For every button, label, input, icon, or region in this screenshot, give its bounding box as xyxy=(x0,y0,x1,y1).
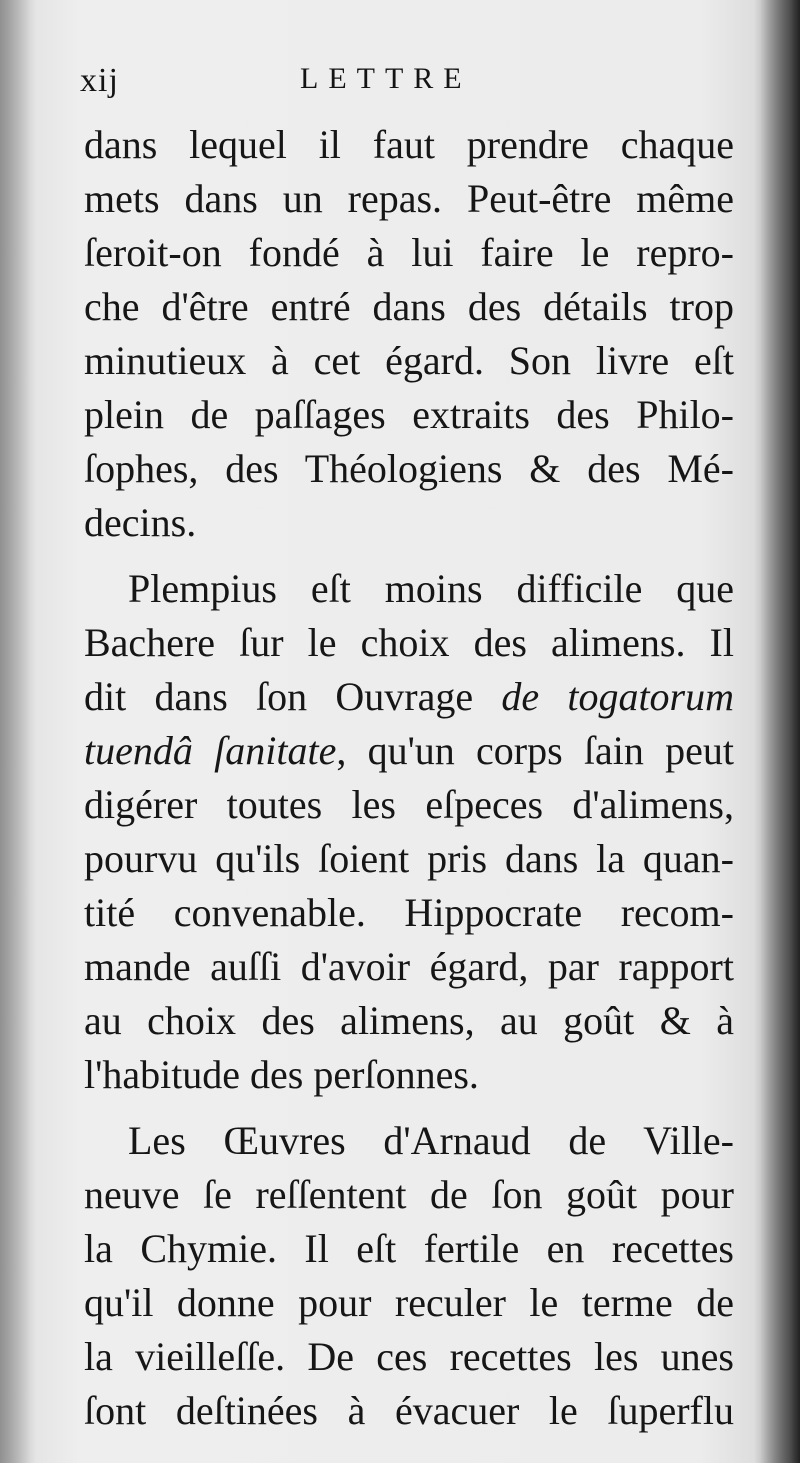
text-line: pourvu qu'ils ſoient pris dans la quan- xyxy=(84,836,734,881)
latin-title-part: tuendâ ſanitate xyxy=(84,728,337,773)
text-line: neuve ſe reſſentent de ſon goût pour xyxy=(84,1172,734,1217)
text-line: digérer toutes les eſpeces d'alimens, xyxy=(84,782,734,827)
text-segment: , qu'un corps ſain peut xyxy=(336,728,734,773)
body-text xyxy=(84,118,734,1438)
running-title: LETTRE xyxy=(300,62,472,95)
text-line: Bachere ſur le choix des alimens. Il xyxy=(84,620,734,665)
page-edge-shadow xyxy=(754,0,800,1463)
text-line: qu'il donne pour reculer le terme de xyxy=(84,1280,734,1325)
text-line: mets dans un repas. Peut-être même xyxy=(84,176,734,221)
text-line: Plempius eſt moins difficile que xyxy=(128,566,734,611)
text-line: dans lequel il faut prendre chaque xyxy=(84,122,734,167)
page-number: xij xyxy=(80,62,119,99)
text-line-with-title xyxy=(84,670,734,724)
running-head xyxy=(80,62,730,106)
text-line: l'habitude des perſonnes. xyxy=(84,1052,479,1097)
text-line: tité convenable. Hippocrate recom- xyxy=(84,890,734,935)
paragraph-gap xyxy=(84,550,734,562)
text-line: ſeroit-on fondé à lui faire le repro- xyxy=(84,230,734,275)
gutter-shadow xyxy=(0,0,36,1463)
text-line: au choix des alimens, au goût & à xyxy=(84,998,734,1043)
text-line: Les Œuvres d'Arnaud de Ville- xyxy=(128,1118,734,1163)
paragraph-gap xyxy=(84,1102,734,1114)
text-line: plein de paſſages extraits des Philo- xyxy=(84,392,734,437)
latin-title-part: de togatorum xyxy=(501,674,735,719)
text-line: mande auſſi d'avoir égard, par rapport xyxy=(84,944,734,989)
text-line-with-title xyxy=(84,724,734,778)
text-line: minutieux à cet égard. Son livre eſt xyxy=(84,338,734,383)
text-line: la Chymie. Il eſt fertile en recettes xyxy=(84,1226,734,1271)
text-line: che d'être entré dans des détails trop xyxy=(84,284,734,329)
text-line: ſont deſtinées à évacuer le ſuperflu xyxy=(84,1388,734,1433)
text-line: la vieilleſſe. De ces recettes les unes xyxy=(84,1334,734,1379)
text-line: ſophes, des Théologiens & des Mé- xyxy=(84,446,734,491)
text-segment: dit dans ſon Ouvrage xyxy=(84,674,474,719)
text-line: decins. xyxy=(84,500,197,545)
